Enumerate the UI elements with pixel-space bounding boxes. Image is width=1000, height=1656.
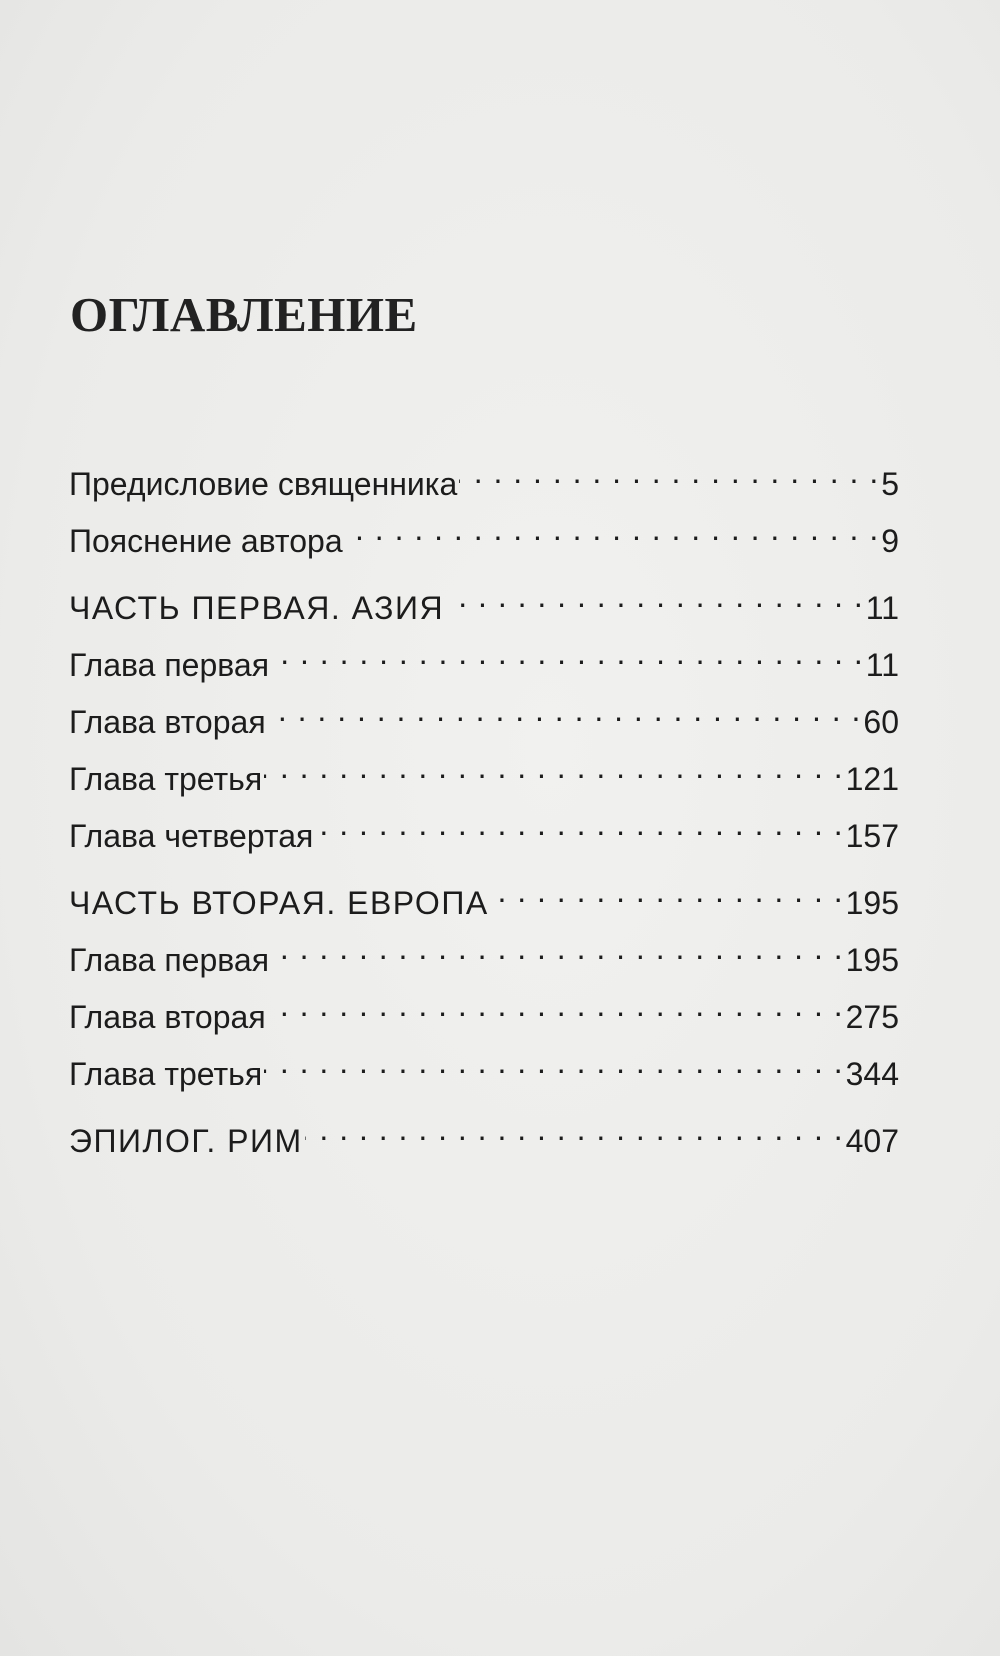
dot-leader [446, 587, 864, 619]
page-title: ОГЛАВЛЕНИЕ [70, 287, 418, 342]
toc-entry [69, 694, 899, 751]
dot-leader [305, 1120, 844, 1152]
toc-part-entry [69, 1113, 899, 1170]
entry-page-number: 60 [863, 704, 899, 740]
toc-entry [69, 456, 899, 513]
dot-leader [268, 996, 844, 1028]
dot-leader [264, 1053, 843, 1085]
entry-title: Глава третья [69, 761, 263, 797]
entry-title: Пояснение автора [69, 523, 343, 559]
toc-entry [69, 932, 899, 989]
entry-page-number: 344 [845, 1056, 899, 1092]
dot-leader [264, 758, 843, 790]
toc-entry [69, 808, 899, 865]
toc-entry [69, 1046, 899, 1103]
dot-leader [491, 882, 844, 914]
entry-title: Глава первая [69, 647, 270, 683]
entry-page-number: 5 [881, 466, 899, 502]
entry-page-number: 9 [881, 523, 899, 559]
table-of-contents [69, 456, 899, 1170]
entry-page-number: 275 [845, 999, 899, 1035]
entry-title: ЧАСТЬ ВТОРАЯ. ЕВРОПА [69, 885, 489, 921]
toc-entry [69, 637, 899, 694]
entry-title: ЧАСТЬ ПЕРВАЯ. АЗИЯ [69, 590, 445, 626]
entry-title: Предисловие священника [69, 466, 458, 502]
entry-page-number: 407 [845, 1123, 899, 1159]
dot-leader [268, 701, 862, 733]
entry-title: Глава вторая [69, 999, 266, 1035]
dot-leader [271, 939, 844, 971]
toc-part-entry [69, 875, 899, 932]
toc-entry [69, 989, 899, 1046]
entry-title: ЭПИЛОГ. РИМ [69, 1123, 303, 1159]
dot-leader [271, 644, 864, 676]
dot-leader [315, 815, 843, 847]
entry-page-number: 195 [845, 885, 899, 921]
entry-page-number: 195 [845, 942, 899, 978]
entry-page-number: 11 [865, 590, 899, 626]
entry-title: Глава вторая [69, 704, 266, 740]
entry-title: Глава четвертая [69, 818, 314, 854]
toc-entry [69, 751, 899, 808]
toc-entry [69, 513, 899, 570]
entry-page-number: 157 [845, 818, 899, 854]
toc-part-entry [69, 580, 899, 637]
dot-leader [345, 520, 880, 552]
entry-page-number: 11 [865, 647, 899, 683]
entry-title: Глава первая [69, 942, 270, 978]
dot-leader [459, 463, 879, 495]
entry-title: Глава третья [69, 1056, 263, 1092]
entry-page-number: 121 [845, 761, 899, 797]
